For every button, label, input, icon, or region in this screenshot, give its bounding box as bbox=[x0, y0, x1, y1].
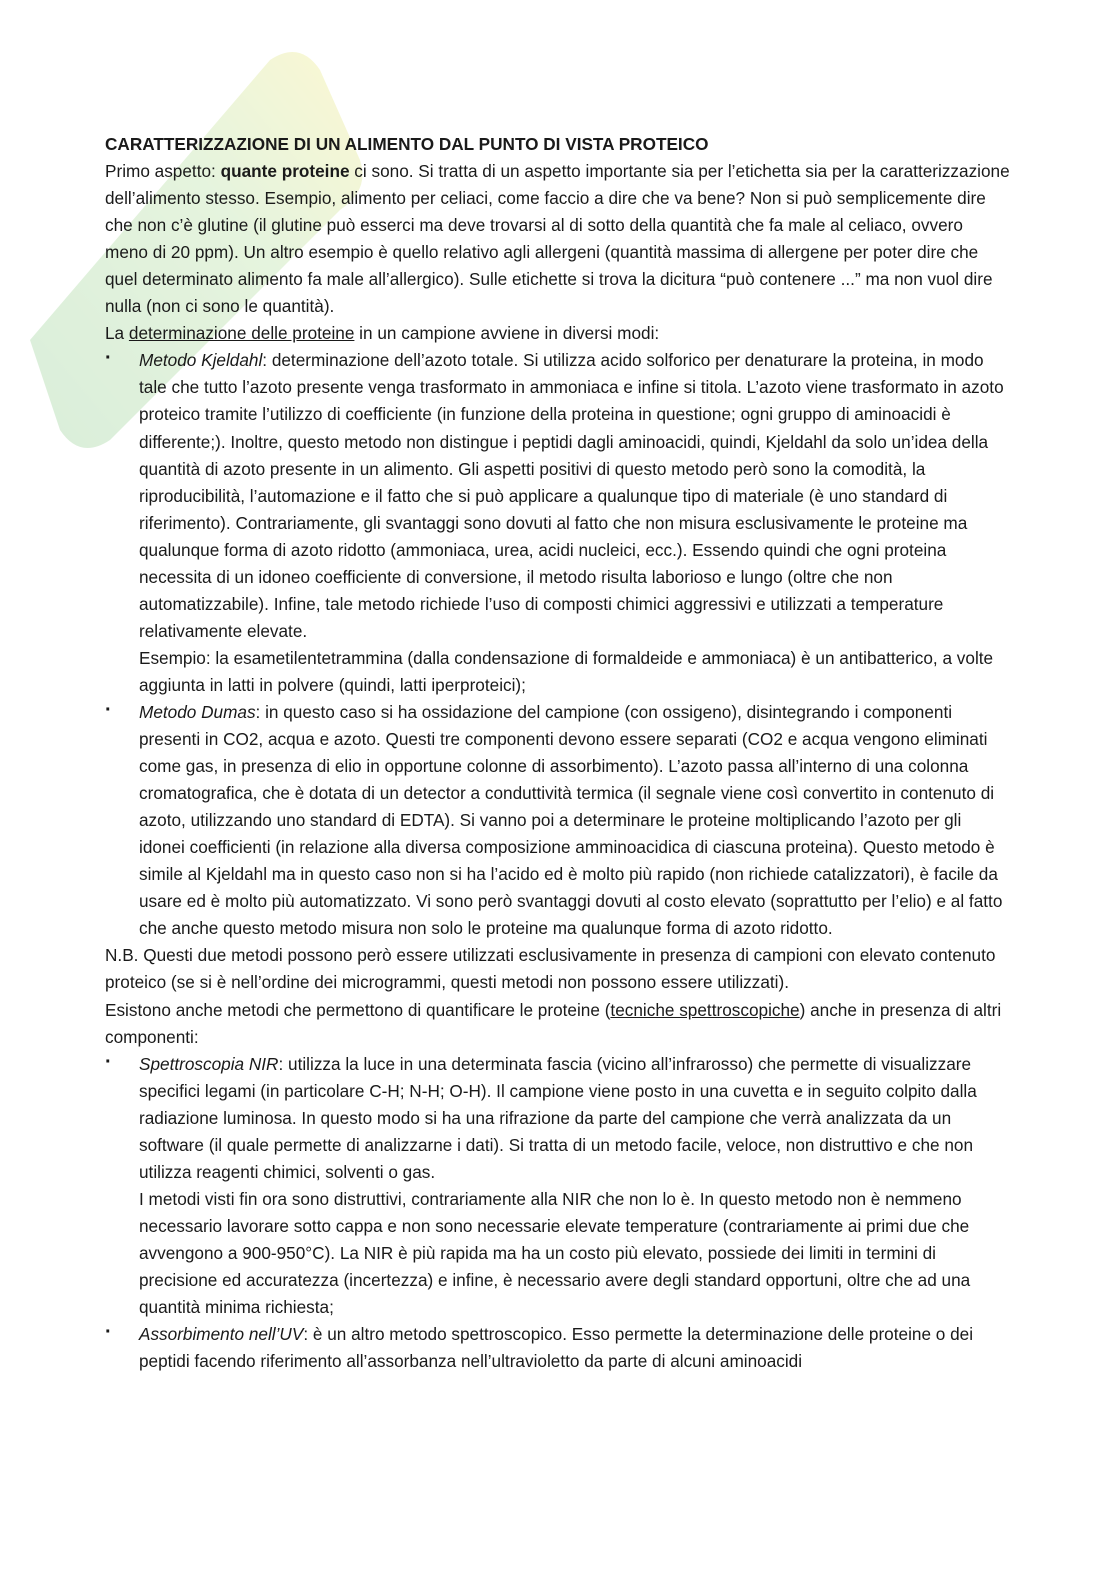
methods-intro-pre: La bbox=[105, 323, 129, 344]
list-item-kjeldahl bbox=[105, 347, 1010, 699]
list-item-nir bbox=[105, 1051, 1010, 1321]
nir-name: Spettroscopia NIR bbox=[139, 1053, 279, 1074]
document-title: CARATTERIZZAZIONE DI UN ALIMENTO DAL PUNTO DI VISTA PROTEICO bbox=[105, 134, 709, 154]
dumas-text: : in questo caso si ha ossidazione del campione (con ossigeno), disintegrando i componenti presenti in CO2, acqua e azoto. Questi tre componenti devono essere separati (CO2 e acqua vengono eliminati come gas, in presenza di elio in opportune colonne di assorbimento). L’azoto passa all’interno di una colonna cromatografica, che è dotata di un detector a conduttività termica (il segnale viene così convertito in contenuto di azoto, utilizzando uno standard di EDTA). Si vanno poi a determinare le proteine moltiplicando l’azoto per gli idonei coefficienti (in relazione alla diversa composizione amminoacidica di ciascuna proteina). Questo metodo è simile al Kjeldahl ma in questo caso non si ha l’acido ed è molto più rapido (non richiede catalizzatori), è facile da usare ed è molto più automatizzato. Vi sono però svantaggi dovuti al costo elevato (soprattutto per l’elio) e al fatto che anche questo metodo misura non solo le proteine ma qualunque forma di azoto ridotto. bbox=[139, 701, 1003, 939]
intro-paragraph bbox=[105, 158, 1010, 320]
methods-intro-post: in un campione avviene in diversi modi: bbox=[354, 323, 660, 344]
dumas-name: Metodo Dumas bbox=[139, 701, 256, 722]
intro-pre: Primo aspetto: bbox=[105, 161, 221, 182]
uv-text: : è un altro metodo spettroscopico. Esso permette la determinazione delle proteine o dei peptidi facendo riferimento all’assorbanza nell’ultravioletto da parte di alcuni aminoacidi bbox=[139, 1324, 974, 1372]
list-item-uv bbox=[105, 1321, 1010, 1375]
uv-name: Assorbimento nell’UV bbox=[139, 1324, 304, 1345]
document-page bbox=[105, 131, 1010, 1375]
nir-extra: I metodi visti fin ora sono distruttivi, contrariamente alla NIR che non lo è. In questo metodo non è nemmeno necessario lavorare sotto cappa e non sono necessarie elevate temperature (contrariamente ai primi due che avvengono a 900-950°C). La NIR è più rapida ma ha un costo più elevato, possiede dei limiti in termini di precisione ed accuratezza (incertezza) e infine, è necessario avere degli standard opportuni, oltre che ad una quantità minima richiesta; bbox=[139, 1188, 971, 1318]
nb-paragraph: N.B. Questi due metodi possono però essere utilizzati esclusivamente in presenza di campioni con elevato contenuto proteico (se si è nell’ordine dei microgrammi, questi metodi non possono essere utilizzati). bbox=[105, 945, 996, 993]
kjeldahl-text: : determinazione dell’azoto totale. Si utilizza acido solforico per denaturare la proteina, in modo tale che tutto l’azoto presente venga trasformato in ammoniaca e infine si titola. L’azoto viene trasformato in azoto proteico tramite l’utilizzo di coefficiente (in funzione della proteina in questione; ogni gruppo di aminoacidi è differente;). Inoltre, questo metodo non distingue i peptidi dagli aminoacidi, quindi, Kjeldahl da solo un’idea della quantità di azoto presente in un alimento. Gli aspetti positivi di questo metodo però sono la comodità, la riproducibilità, l’automazione e il fatto che si può applicare a qualunque tipo di materiale (è uno standard di riferimento). Contrariamente, gli svantaggi sono dovuti al fatto che non misura esclusivamente le proteine ma qualunque forma di azoto ridotto (ammoniaca, urea, acidi nucleici, ecc.). Essendo quindi che ogni proteina necessita di un idoneo coefficiente di conversione, il metodo risulta laborioso e lungo (oltre che non automatizzabile). Infine, tale metodo richiede l’uso di composti chimici aggressivi e utilizzati a temperature relativamente elevate. bbox=[139, 350, 1004, 641]
spectro-intro bbox=[105, 997, 1010, 1051]
methods-intro-underlined: determinazione delle proteine bbox=[128, 323, 355, 344]
kjeldahl-name: Metodo Kjeldahl bbox=[139, 350, 263, 371]
list-item-dumas bbox=[105, 699, 1010, 942]
spectro-intro-underlined: tecniche spettroscopiche bbox=[610, 999, 800, 1020]
intro-post: ci sono. Si tratta di un aspetto importante sia per l’etichetta sia per la caratterizzazione dell’alimento stesso. Esempio, alimento per celiaci, come faccio a dire che va bene? Non si può semplicemente dire che non c’è glutine (il glutine può esserci ma deve trovarsi al di sotto della quantità che fa male al celiaco, ovvero meno di 20 ppm). Un altro esempio è quello relativo agli allergeni (quantità massima di allergene per poter dire che quel determinato alimento fa male all’allergico). Sulle etichette si trova la dicitura “può contenere ...” ma non vuol dire nulla (non ci sono le quantità). bbox=[105, 161, 1010, 317]
kjeldahl-example: Esempio: la esametilentetrammina (dalla condensazione di formaldeide e ammoniaca) è un antibatterico, a volte aggiunta in latti in polvere (quindi, latti iperproteici); bbox=[139, 647, 994, 695]
nir-text: : utilizza la luce in una determinata fascia (vicino all’infrarosso) che permette di visualizzare specifici legami (in particolare C-H; N-H; O-H). Il campione viene posto in una cuvetta e in seguito colpito dalla radiazione luminosa. In questo modo si ha una rifrazione da parte del campione che verrà analizzata da un software (il quale permette di analizzarne i dati). Si tratta di un metodo facile, veloce, non distruttivo e che non utilizza reagenti chimici, solventi o gas. bbox=[139, 1053, 977, 1182]
spectro-intro-pre: Esistono anche metodi che permettono di quantificare le proteine ( bbox=[105, 999, 611, 1020]
intro-bold: quante proteine bbox=[220, 161, 350, 182]
methods-intro bbox=[105, 320, 1010, 347]
spectro-intro-post: ) anche in presenza di altri componenti: bbox=[105, 999, 1002, 1047]
